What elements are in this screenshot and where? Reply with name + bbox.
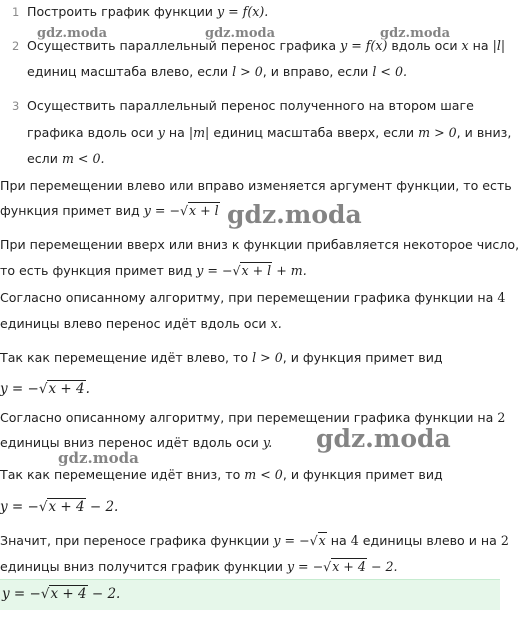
paragraph: то есть функция примет вид y = −√x + l + m. [0,263,307,278]
step-number: 3 [12,99,20,113]
paragraph: При перемещении вверх или вниз к функции прибавляется некоторое число, [0,237,519,252]
step-1-text: Построить график функции y = f(x). [27,4,269,19]
paragraph: единицы вниз получится график функции y = −√x + 4 − 2. [0,559,398,574]
step-3-line-3: если m < 0. [27,151,105,166]
step-2-line-2: единиц масштаба влево, если l > 0, и вправо, если l < 0. [27,64,407,79]
paragraph: Согласно описанному алгоритму, при перемещении графика функции на 4 [0,290,506,305]
formula: y = −√x + 4. [0,381,90,397]
paragraph: единицы вниз перенос идёт вдоль оси y. [0,435,273,450]
step-3-line-1: Осуществить параллельный перенос полученного на втором шаге [27,98,474,113]
watermark: gdz.moda [37,26,108,41]
step-number: 2 [12,39,20,53]
watermark: gdz.moda [58,449,139,467]
paragraph: функция примет вид y = −√x + l [0,203,219,218]
answer-box [0,579,500,610]
watermark: gdz.moda [316,424,451,453]
paragraph: При перемещении влево или вправо изменяется аргумент функции, то есть [0,178,512,193]
answer-formula: y = −√x + 4 − 2. [2,586,121,602]
paragraph: Значит, при переносе графика функции y = −√x на 4 единицы влево и на 2 [0,533,509,548]
step-3-line-2: графика вдоль оси y на |m| единиц масштаба вверх, если m > 0, и вниз, [27,125,512,140]
paragraph: Так как перемещение идёт вниз, то m < 0, и функция примет вид [0,467,443,482]
step-number: 1 [12,5,20,19]
watermark: gdz.moda [380,26,451,41]
step-2-line-1: Осуществить параллельный перенос графика y = f(x) вдоль оси x на |l| [27,38,506,53]
paragraph: единицы влево перенос идёт вдоль оси x. [0,316,282,331]
watermark: gdz.moda [205,26,276,41]
watermark: gdz.moda [227,200,362,229]
paragraph: Так как перемещение идёт влево, то l > 0, и функция примет вид [0,350,443,365]
paragraph: Согласно описанному алгоритму, при перемещении графика функции на 2 [0,410,506,425]
formula: y = −√x + 4 − 2. [0,499,119,515]
